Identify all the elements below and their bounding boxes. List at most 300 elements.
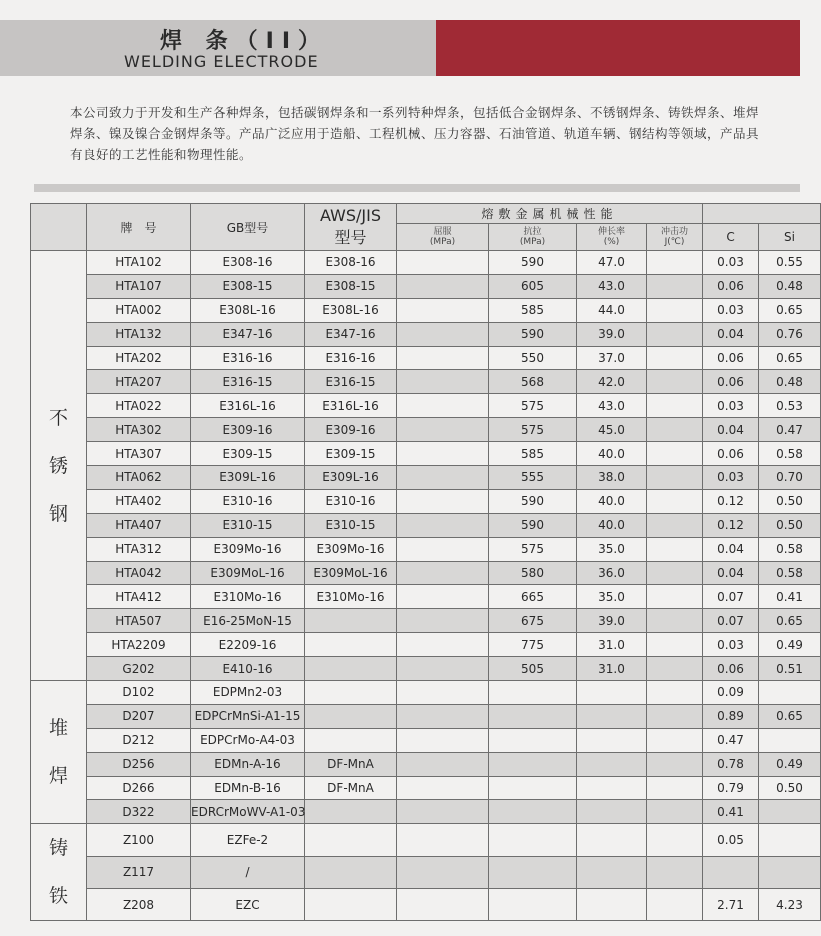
cell-elong: 40.0: [577, 489, 647, 513]
table-row: [31, 657, 821, 681]
cell-impact: [647, 489, 703, 513]
cell-aws: E309-15: [305, 442, 397, 466]
cell-impact: [647, 752, 703, 776]
cell-c: 0.06: [703, 370, 759, 394]
cell-tensile: 505: [489, 657, 577, 681]
table-row: [31, 776, 821, 800]
cell-brand: Z208: [87, 889, 191, 921]
cell-gb: EDMn-A-16: [191, 752, 305, 776]
cell-impact: [647, 513, 703, 537]
cell-c: 0.03: [703, 251, 759, 275]
cell-elong: 39.0: [577, 609, 647, 633]
header-aws: [305, 204, 397, 251]
cell-yield: [397, 585, 489, 609]
cell-elong: 44.0: [577, 298, 647, 322]
cell-impact: [647, 824, 703, 856]
category-char: 铸: [48, 837, 68, 860]
cell-elong: 36.0: [577, 561, 647, 585]
cell-aws: E309L-16: [305, 466, 397, 490]
category-cell: [31, 824, 87, 921]
cell-gb: E308-15: [191, 274, 305, 298]
header-brand: 牌 号: [87, 204, 191, 251]
cell-si: 0.41: [759, 585, 821, 609]
cell-impact: [647, 251, 703, 275]
table-row: [31, 370, 821, 394]
cell-si: 0.58: [759, 442, 821, 466]
cell-elong: [577, 776, 647, 800]
cell-yield: [397, 322, 489, 346]
cell-aws: E308-16: [305, 251, 397, 275]
cell-c: 0.04: [703, 418, 759, 442]
cell-tensile: [489, 856, 577, 888]
cell-elong: 39.0: [577, 322, 647, 346]
cell-gb: E316-16: [191, 346, 305, 370]
table-row: [31, 466, 821, 490]
cell-brand: HTA002: [87, 298, 191, 322]
cell-c: 0.03: [703, 394, 759, 418]
cell-c: 0.04: [703, 322, 759, 346]
cell-tensile: 580: [489, 561, 577, 585]
cell-aws: E308L-16: [305, 298, 397, 322]
cell-tensile: 575: [489, 537, 577, 561]
cell-yield: [397, 657, 489, 681]
table-row: [31, 609, 821, 633]
header-tensile: 抗拉 (MPa): [489, 224, 577, 251]
cell-yield: [397, 370, 489, 394]
table-row: [31, 274, 821, 298]
cell-yield: [397, 681, 489, 705]
cell-si: 0.58: [759, 561, 821, 585]
table-row: [31, 681, 821, 705]
cell-yield: [397, 609, 489, 633]
cell-si: 0.47: [759, 418, 821, 442]
cell-c: 0.04: [703, 561, 759, 585]
cell-yield: [397, 633, 489, 657]
cell-aws: [305, 681, 397, 705]
cell-gb: E308L-16: [191, 298, 305, 322]
cell-tensile: [489, 776, 577, 800]
cell-elong: 38.0: [577, 466, 647, 490]
cell-brand: Z100: [87, 824, 191, 856]
table-row: [31, 537, 821, 561]
cell-elong: 37.0: [577, 346, 647, 370]
cell-brand: Z117: [87, 856, 191, 888]
cell-elong: [577, 752, 647, 776]
cell-yield: [397, 298, 489, 322]
table-row: [31, 824, 821, 856]
cell-aws: E309Mo-16: [305, 537, 397, 561]
banner-red-block: [436, 20, 800, 76]
table-row: [31, 346, 821, 370]
cell-si: 0.50: [759, 489, 821, 513]
cell-tensile: 568: [489, 370, 577, 394]
cell-impact: [647, 856, 703, 888]
table-row: [31, 394, 821, 418]
cell-gb: E347-16: [191, 322, 305, 346]
table-body: [31, 251, 821, 921]
category-char: 锈: [48, 454, 68, 477]
cell-brand: D266: [87, 776, 191, 800]
cell-elong: 35.0: [577, 537, 647, 561]
cell-aws: E309MoL-16: [305, 561, 397, 585]
cell-gb: EDRCrMoWV-A1-03: [191, 800, 305, 824]
cell-si: 0.48: [759, 370, 821, 394]
cell-gb: E309L-16: [191, 466, 305, 490]
cell-aws: [305, 633, 397, 657]
cell-aws: E310-16: [305, 489, 397, 513]
table-row: [31, 856, 821, 888]
cell-elong: 45.0: [577, 418, 647, 442]
cell-impact: [647, 728, 703, 752]
cell-c: 0.89: [703, 704, 759, 728]
cell-c: 0.06: [703, 274, 759, 298]
cell-elong: [577, 856, 647, 888]
cell-aws: [305, 889, 397, 921]
cell-si: 0.65: [759, 346, 821, 370]
cell-elong: 40.0: [577, 442, 647, 466]
cell-impact: [647, 609, 703, 633]
header-impact: 冲击功 J(℃): [647, 224, 703, 251]
cell-tensile: 550: [489, 346, 577, 370]
cell-c: 0.07: [703, 585, 759, 609]
cell-yield: [397, 889, 489, 921]
header-gb: GB型号: [191, 204, 305, 251]
cell-gb: E310-15: [191, 513, 305, 537]
cell-impact: [647, 418, 703, 442]
cell-impact: [647, 776, 703, 800]
cell-si: 0.65: [759, 704, 821, 728]
cell-impact: [647, 274, 703, 298]
cell-c: 0.03: [703, 466, 759, 490]
cell-impact: [647, 346, 703, 370]
cell-gb: /: [191, 856, 305, 888]
cell-brand: HTA307: [87, 442, 191, 466]
cell-elong: 31.0: [577, 633, 647, 657]
cell-elong: [577, 889, 647, 921]
section-divider: [34, 184, 800, 192]
cell-tensile: [489, 681, 577, 705]
category-char: 钢: [48, 502, 68, 525]
cell-c: 0.12: [703, 489, 759, 513]
banner-grey-block: [0, 20, 436, 76]
cell-impact: [647, 585, 703, 609]
cell-brand: HTA022: [87, 394, 191, 418]
cell-si: [759, 681, 821, 705]
cell-c: 0.06: [703, 657, 759, 681]
table-row: [31, 633, 821, 657]
cell-impact: [647, 442, 703, 466]
cell-c: 2.71: [703, 889, 759, 921]
cell-c: [703, 856, 759, 888]
header-c: C: [703, 224, 759, 251]
cell-impact: [647, 800, 703, 824]
cell-gb: E309-15: [191, 442, 305, 466]
cell-impact: [647, 704, 703, 728]
cell-yield: [397, 752, 489, 776]
cell-brand: HTA042: [87, 561, 191, 585]
cell-aws: E308-15: [305, 274, 397, 298]
cell-yield: [397, 824, 489, 856]
cell-tensile: 575: [489, 394, 577, 418]
cell-brand: HTA102: [87, 251, 191, 275]
cell-elong: 42.0: [577, 370, 647, 394]
cell-brand: HTA062: [87, 466, 191, 490]
table-row: [31, 251, 821, 275]
cell-impact: [647, 322, 703, 346]
cell-tensile: 590: [489, 489, 577, 513]
cell-yield: [397, 513, 489, 537]
cell-impact: [647, 889, 703, 921]
cell-aws: E310Mo-16: [305, 585, 397, 609]
intro-paragraph: 本公司致力于开发和生产各种焊条，包括碳钢焊条和一系列特种焊条，包括低合金钢焊条、不锈钢焊条、铸铁焊条、堆焊焊条、镍及镍合金钢焊条等。产品广泛应用于造船、工程机械、压力容器、石油管道、轨道车辆、钢结构等领域，产品具有良好的工艺性能和物理性能。: [70, 105, 760, 162]
cell-aws: E316-15: [305, 370, 397, 394]
cell-tensile: [489, 752, 577, 776]
table-row: [31, 585, 821, 609]
cell-impact: [647, 370, 703, 394]
cell-yield: [397, 537, 489, 561]
table-row: [31, 418, 821, 442]
cell-tensile: 605: [489, 274, 577, 298]
cell-si: 0.76: [759, 322, 821, 346]
cell-aws: [305, 728, 397, 752]
cell-aws: [305, 824, 397, 856]
cell-aws: [305, 657, 397, 681]
cell-brand: HTA412: [87, 585, 191, 609]
cell-aws: DF-MnA: [305, 776, 397, 800]
header-yield: 屈服 (MPa): [397, 224, 489, 251]
cell-si: 0.51: [759, 657, 821, 681]
electrode-spec-table: [30, 203, 821, 921]
cell-elong: [577, 704, 647, 728]
cell-yield: [397, 561, 489, 585]
cell-elong: [577, 681, 647, 705]
cell-yield: [397, 274, 489, 298]
category-char: 堆: [48, 717, 68, 740]
cell-aws: E316-16: [305, 346, 397, 370]
cell-elong: 31.0: [577, 657, 647, 681]
cell-gb: E16-25MoN-15: [191, 609, 305, 633]
cell-gb: EZFe-2: [191, 824, 305, 856]
cell-brand: HTA312: [87, 537, 191, 561]
cell-impact: [647, 466, 703, 490]
cell-gb: EDPCrMnSi-A1-15: [191, 704, 305, 728]
cell-gb: E309-16: [191, 418, 305, 442]
cell-tensile: [489, 800, 577, 824]
cell-gb: EDPMn2-03: [191, 681, 305, 705]
cell-impact: [647, 633, 703, 657]
table-row: [31, 298, 821, 322]
cell-si: 0.50: [759, 776, 821, 800]
cell-impact: [647, 657, 703, 681]
header-aws-line2: 型号: [334, 228, 367, 247]
cell-c: 0.12: [703, 513, 759, 537]
cell-si: 0.53: [759, 394, 821, 418]
cell-c: 0.03: [703, 633, 759, 657]
cell-yield: [397, 704, 489, 728]
table-row: [31, 728, 821, 752]
table-row: [31, 513, 821, 537]
category-cell: [31, 681, 87, 824]
table-row: [31, 322, 821, 346]
cell-gb: E309MoL-16: [191, 561, 305, 585]
cell-elong: [577, 824, 647, 856]
cell-si: [759, 856, 821, 888]
cell-tensile: 675: [489, 609, 577, 633]
cell-elong: 43.0: [577, 274, 647, 298]
cell-yield: [397, 418, 489, 442]
cell-brand: D322: [87, 800, 191, 824]
cell-c: 0.09: [703, 681, 759, 705]
cell-gb: E310Mo-16: [191, 585, 305, 609]
header-chem-blank: [703, 204, 821, 224]
cell-elong: 40.0: [577, 513, 647, 537]
cell-si: 0.49: [759, 752, 821, 776]
cell-elong: 43.0: [577, 394, 647, 418]
cell-yield: [397, 856, 489, 888]
cell-brand: HTA407: [87, 513, 191, 537]
cell-brand: HTA402: [87, 489, 191, 513]
cell-brand: HTA207: [87, 370, 191, 394]
cell-gb: EDMn-B-16: [191, 776, 305, 800]
header-si: Si: [759, 224, 821, 251]
cell-elong: 35.0: [577, 585, 647, 609]
header-aws-line1: AWS/JIS: [319, 206, 382, 225]
cell-si: 0.65: [759, 609, 821, 633]
cell-gb: E316L-16: [191, 394, 305, 418]
cell-tensile: [489, 824, 577, 856]
header-mech: 熔敷金属机械性能: [397, 204, 703, 224]
header-category: [31, 204, 87, 251]
cell-c: 0.79: [703, 776, 759, 800]
cell-tensile: 555: [489, 466, 577, 490]
cell-gb: EDPCrMo-A4-03: [191, 728, 305, 752]
category-char: 铁: [48, 885, 68, 908]
cell-gb: E310-16: [191, 489, 305, 513]
cell-brand: HTA302: [87, 418, 191, 442]
cell-si: 0.55: [759, 251, 821, 275]
page-title: 焊 条（II）: [160, 29, 329, 54]
table-row: [31, 752, 821, 776]
cell-tensile: [489, 704, 577, 728]
cell-c: 0.78: [703, 752, 759, 776]
cell-tensile: 585: [489, 298, 577, 322]
cell-aws: E316L-16: [305, 394, 397, 418]
cell-tensile: 590: [489, 513, 577, 537]
table-row: [31, 561, 821, 585]
cell-gb: E309Mo-16: [191, 537, 305, 561]
table-row: [31, 800, 821, 824]
cell-brand: D256: [87, 752, 191, 776]
title-banner: [0, 20, 800, 76]
cell-tensile: 775: [489, 633, 577, 657]
cell-yield: [397, 776, 489, 800]
cell-brand: D212: [87, 728, 191, 752]
cell-si: 0.50: [759, 513, 821, 537]
cell-aws: E347-16: [305, 322, 397, 346]
cell-gb: EZC: [191, 889, 305, 921]
cell-si: 0.70: [759, 466, 821, 490]
cell-tensile: 665: [489, 585, 577, 609]
cell-si: [759, 728, 821, 752]
cell-brand: G202: [87, 657, 191, 681]
cell-brand: HTA132: [87, 322, 191, 346]
cell-si: 4.23: [759, 889, 821, 921]
category-char: 焊: [48, 765, 68, 788]
cell-c: 0.06: [703, 346, 759, 370]
cell-tensile: [489, 889, 577, 921]
cell-elong: [577, 800, 647, 824]
cell-brand: HTA107: [87, 274, 191, 298]
cell-tensile: 590: [489, 251, 577, 275]
table-row: [31, 889, 821, 921]
cell-impact: [647, 681, 703, 705]
cell-c: 0.03: [703, 298, 759, 322]
cell-impact: [647, 394, 703, 418]
cell-si: [759, 800, 821, 824]
cell-brand: HTA507: [87, 609, 191, 633]
cell-tensile: 590: [489, 322, 577, 346]
cell-yield: [397, 394, 489, 418]
table-row: [31, 442, 821, 466]
cell-c: 0.41: [703, 800, 759, 824]
cell-tensile: [489, 728, 577, 752]
cell-gb: E410-16: [191, 657, 305, 681]
cell-yield: [397, 442, 489, 466]
cell-si: 0.49: [759, 633, 821, 657]
cell-aws: E309-16: [305, 418, 397, 442]
cell-tensile: 575: [489, 418, 577, 442]
cell-aws: [305, 609, 397, 633]
cell-aws: [305, 704, 397, 728]
cell-gb: E316-15: [191, 370, 305, 394]
cell-si: [759, 824, 821, 856]
category-cell: [31, 251, 87, 681]
cell-c: 0.06: [703, 442, 759, 466]
page-subtitle: WELDING ELECTRODE: [124, 52, 319, 71]
cell-gb: E308-16: [191, 251, 305, 275]
cell-elong: [577, 728, 647, 752]
cell-yield: [397, 728, 489, 752]
cell-yield: [397, 800, 489, 824]
cell-brand: D207: [87, 704, 191, 728]
cell-aws: [305, 800, 397, 824]
cell-impact: [647, 298, 703, 322]
header-elongation: 伸长率 (%): [577, 224, 647, 251]
cell-yield: [397, 466, 489, 490]
cell-impact: [647, 561, 703, 585]
cell-brand: D102: [87, 681, 191, 705]
cell-si: 0.48: [759, 274, 821, 298]
cell-yield: [397, 251, 489, 275]
cell-gb: E2209-16: [191, 633, 305, 657]
cell-tensile: 585: [489, 442, 577, 466]
cell-c: 0.05: [703, 824, 759, 856]
cell-c: 0.47: [703, 728, 759, 752]
cell-c: 0.04: [703, 537, 759, 561]
cell-si: 0.58: [759, 537, 821, 561]
category-char: 不: [48, 406, 68, 429]
cell-impact: [647, 537, 703, 561]
cell-c: 0.07: [703, 609, 759, 633]
cell-yield: [397, 346, 489, 370]
cell-aws: [305, 856, 397, 888]
cell-aws: E310-15: [305, 513, 397, 537]
cell-aws: DF-MnA: [305, 752, 397, 776]
cell-si: 0.65: [759, 298, 821, 322]
table-row: [31, 704, 821, 728]
cell-brand: HTA202: [87, 346, 191, 370]
table-row: [31, 489, 821, 513]
